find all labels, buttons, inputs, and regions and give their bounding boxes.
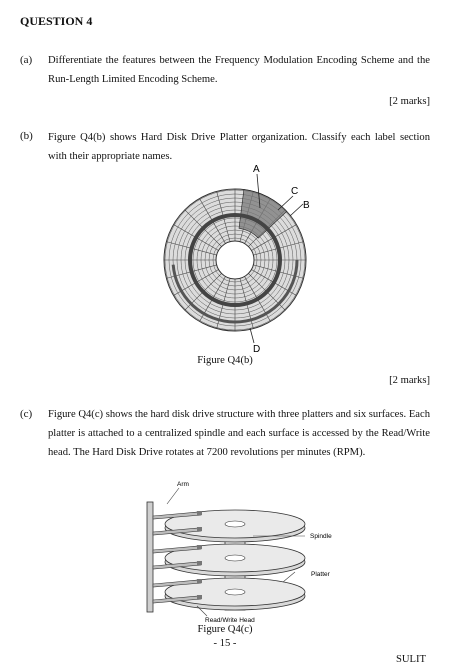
sulit-mark: SULIT [396,654,427,665]
label-arm: Arm [177,481,189,488]
platter-diagram [150,160,330,360]
part-c-label: (c) [20,408,33,420]
label-spindle: Spindle [310,533,332,540]
part-b-marks: [2 marks] [389,375,430,386]
label-platter: Platter [311,571,330,578]
part-a-label: (a) [20,54,33,66]
label-c: C [291,186,299,197]
page-number: - 15 - [213,638,237,649]
label-a: A [253,164,260,175]
read-write-head [197,527,202,531]
read-write-head [197,561,202,565]
arm-column [147,502,153,612]
read-write-head [197,545,202,549]
figure-b-caption: Figure Q4(b) [197,355,253,366]
platter-hub [216,241,254,279]
label-d: D [253,344,261,355]
part-a-marks: [2 marks] [389,96,430,107]
read-write-head [197,595,202,599]
read-write-head [197,511,202,515]
part-b-text: Figure Q4(b) shows Hard Disk Drive Platter organization. Classify each label section with their appropriate names. [48,132,430,162]
part-a-text: Differentiate the features between the Frequency Modulation Encoding Scheme and the Run-Length Limited Encoding Scheme. [48,55,430,85]
part-b-label: (b) [20,130,33,142]
read-write-head [197,579,202,583]
label-head: Read/Write Head [205,617,255,624]
figure-c-caption: Figure Q4(c) [197,624,253,635]
label-b: B [303,200,310,211]
question-title: QUESTION 4 [20,14,93,28]
part-c-text: Figure Q4(c) shows the hard disk drive structure with three platters and six surfaces. Each platter is attached to a centralized spindle and each surface is accessed by the Read/Write head. The Hard Disk Drive rotates at 7200 revolutions per minutes (RPM). [48,409,430,458]
hdd-structure-diagram [135,478,350,628]
